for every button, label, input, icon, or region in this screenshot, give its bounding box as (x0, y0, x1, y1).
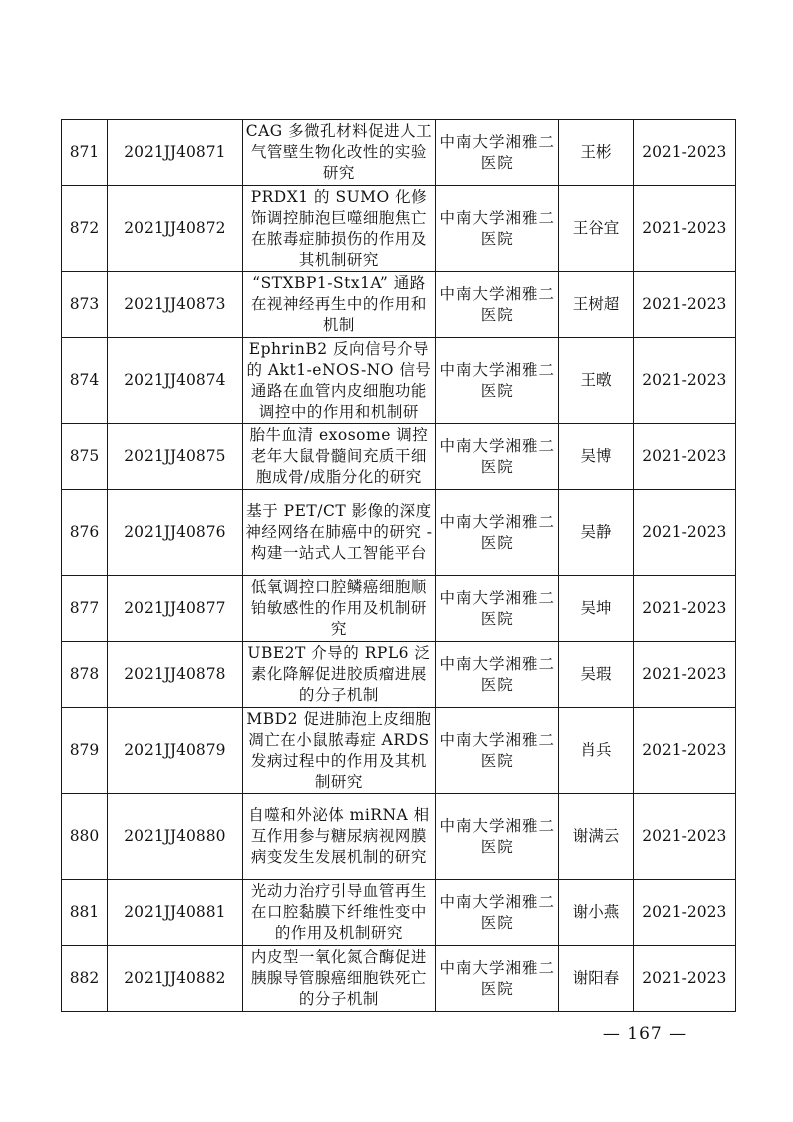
project-id: 2021JJ40878 (107, 642, 242, 708)
table-row (62, 576, 736, 642)
table-row (62, 946, 736, 1012)
project-period: 2021-2023 (633, 946, 735, 1012)
row-number: 881 (62, 880, 108, 946)
principal-investigator: 吴静 (559, 490, 633, 576)
table-row (62, 424, 736, 490)
project-title: MBD2 促进肺泡上皮细胞凋亡在小鼠脓毒症 ARDS 发病过程中的作用及其机制研究 (242, 708, 435, 794)
project-id: 2021JJ40879 (107, 708, 242, 794)
principal-investigator: 王树超 (559, 272, 633, 338)
project-period: 2021-2023 (633, 272, 735, 338)
institution: 中南大学湘雅二医院 (436, 120, 559, 186)
row-number: 880 (62, 794, 108, 880)
principal-investigator: 谢小燕 (559, 880, 633, 946)
project-id: 2021JJ40873 (107, 272, 242, 338)
project-title: 基于 PET/CT 影像的深度神经网络在肺癌中的研究 - 构建一站式人工智能平台 (242, 490, 435, 576)
project-title: 内皮型一氧化氮合酶促进胰腺导管腺癌细胞铁死亡的分子机制 (242, 946, 435, 1012)
row-number: 874 (62, 338, 108, 424)
row-number: 878 (62, 642, 108, 708)
principal-investigator: 吴博 (559, 424, 633, 490)
institution: 中南大学湘雅二医院 (436, 708, 559, 794)
row-number: 876 (62, 490, 108, 576)
row-number: 873 (62, 272, 108, 338)
project-period: 2021-2023 (633, 642, 735, 708)
table-row (62, 490, 736, 576)
institution: 中南大学湘雅二医院 (436, 424, 559, 490)
table-row (62, 708, 736, 794)
principal-investigator: 谢阳春 (559, 946, 633, 1012)
row-number: 875 (62, 424, 108, 490)
table-row (62, 120, 736, 186)
table-row (62, 642, 736, 708)
project-period: 2021-2023 (633, 794, 735, 880)
row-number: 879 (62, 708, 108, 794)
table-row (62, 880, 736, 946)
project-period: 2021-2023 (633, 708, 735, 794)
project-period: 2021-2023 (633, 338, 735, 424)
table-row (62, 794, 736, 880)
institution: 中南大学湘雅二医院 (436, 186, 559, 272)
project-id: 2021JJ40871 (107, 120, 242, 186)
principal-investigator: 肖兵 (559, 708, 633, 794)
principal-investigator: 吴瑕 (559, 642, 633, 708)
institution: 中南大学湘雅二医院 (436, 490, 559, 576)
institution: 中南大学湘雅二医院 (436, 880, 559, 946)
project-period: 2021-2023 (633, 490, 735, 576)
project-title: “STXBP1-Stx1A” 通路在视神经再生中的作用和机制 (242, 272, 435, 338)
project-id: 2021JJ40880 (107, 794, 242, 880)
project-id: 2021JJ40876 (107, 490, 242, 576)
project-title: 胎牛血清 exosome 调控老年大鼠骨髓间充质干细胞成骨/成脂分化的研究 (242, 424, 435, 490)
row-number: 877 (62, 576, 108, 642)
table-row (62, 186, 736, 272)
project-id: 2021JJ40877 (107, 576, 242, 642)
row-number: 882 (62, 946, 108, 1012)
project-period: 2021-2023 (633, 880, 735, 946)
row-number: 871 (62, 120, 108, 186)
project-period: 2021-2023 (633, 424, 735, 490)
project-id: 2021JJ40874 (107, 338, 242, 424)
project-title: 光动力治疗引导血管再生在口腔黏膜下纤维性变中的作用及机制研究 (242, 880, 435, 946)
institution: 中南大学湘雅二医院 (436, 272, 559, 338)
principal-investigator: 王暾 (559, 338, 633, 424)
project-title: 自噬和外泌体 miRNA 相互作用参与糖尿病视网膜病变发生发展机制的研究 (242, 794, 435, 880)
project-title: 低氧调控口腔鳞癌细胞顺铂敏感性的作用及机制研究 (242, 576, 435, 642)
table-row (62, 338, 736, 424)
institution: 中南大学湘雅二医院 (436, 946, 559, 1012)
project-title: UBE2T 介导的 RPL6 泛素化降解促进胶质瘤进展的分子机制 (242, 642, 435, 708)
project-title: EphrinB2 反向信号介导的 Akt1-eNOS-NO 信号通路在血管内皮细胞功能调控中的作用和机制研 (242, 338, 435, 424)
institution: 中南大学湘雅二医院 (436, 576, 559, 642)
project-table (61, 119, 736, 1012)
project-period: 2021-2023 (633, 120, 735, 186)
project-title: PRDX1 的 SUMO 化修饰调控肺泡巨噬细胞焦亡在脓毒症肺损伤的作用及其机制研究 (242, 186, 435, 272)
principal-investigator: 王谷宜 (559, 186, 633, 272)
institution: 中南大学湘雅二医院 (436, 794, 559, 880)
principal-investigator: 吴坤 (559, 576, 633, 642)
project-period: 2021-2023 (633, 576, 735, 642)
principal-investigator: 谢满云 (559, 794, 633, 880)
row-number: 872 (62, 186, 108, 272)
project-id: 2021JJ40882 (107, 946, 242, 1012)
principal-investigator: 王彬 (559, 120, 633, 186)
project-title: CAG 多微孔材料促进人工气管壁生物化改性的实验研究 (242, 120, 435, 186)
institution: 中南大学湘雅二医院 (436, 642, 559, 708)
table-row (62, 272, 736, 338)
project-id: 2021JJ40875 (107, 424, 242, 490)
project-id: 2021JJ40872 (107, 186, 242, 272)
page-number: — 167 — (602, 1024, 688, 1044)
institution: 中南大学湘雅二医院 (436, 338, 559, 424)
project-id: 2021JJ40881 (107, 880, 242, 946)
project-period: 2021-2023 (633, 186, 735, 272)
